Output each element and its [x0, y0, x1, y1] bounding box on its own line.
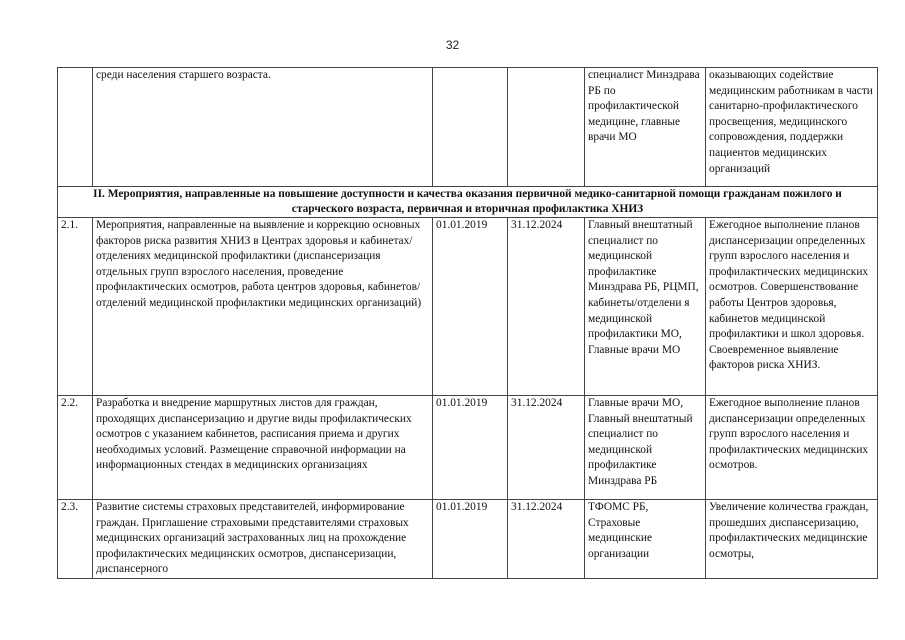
start-date: 01.01.2019 — [433, 218, 508, 396]
start-date: 01.01.2019 — [433, 396, 508, 500]
row-number — [58, 68, 93, 187]
responsible-cell: Главные врачи МО, Главный внештатный специалист по медицинской профилактике Минздрава РБ — [585, 396, 706, 500]
responsible-cell: специалист Минздрава РБ по профилактической медицине, главные врачи МО — [585, 68, 706, 187]
result-cell: Увеличение количества граждан, прошедших диспансеризацию, профилактических медицинские осмотры, — [706, 500, 878, 579]
responsible-cell: Главный внештатный специалист по медицинской профилактике Минздрава РБ, РЦМП, кабинеты/отделени я медицинской профилактики МО, Главные врачи МО — [585, 218, 706, 396]
result-cell: Ежегодное выполнение планов диспансеризации определенных групп взрослого населения и профилактических медицинских осмотров. Совершенствование работы Центров здоровья, кабинетов медицинской профилактики и школ здоровья. Своевременное выявление факторов риска ХНИЗ. — [706, 218, 878, 396]
row-number: 2.3. — [58, 500, 93, 579]
result-cell: Ежегодное выполнение планов диспансеризации определенных групп взрослого населения и профилактических медицинских осмотров. — [706, 396, 878, 500]
table-row — [58, 500, 878, 579]
measures-table — [57, 67, 878, 579]
end-date: 31.12.2024 — [508, 396, 585, 500]
table-row — [58, 218, 878, 396]
measure-text: Мероприятия, направленные на выявление и коррекцию основных факторов риска развития ХНИЗ в Центрах здоровья и кабинетах/отделениях медицинской профилактики (диспансеризация отдельных групп взрослого населения, проведение профилактических осмотров, работа центров здоровья, кабинетов/отделений медицинской профилактики медицинских организаций) — [93, 218, 433, 396]
end-date — [508, 68, 585, 187]
measure-text: Развитие системы страховых представителей, информирование граждан. Приглашение страховыми представителями страховых медицинских организаций застрахованных лиц на прохождение профилактических медицинских осмотров, диспансеризации, диспансерного — [93, 500, 433, 579]
result-cell: оказывающих содействие медицинским работникам в части санитарно-профилактического просвещения, медицинского сопровождения, поддержки пациентов медицинских организаций — [706, 68, 878, 187]
end-date: 31.12.2024 — [508, 500, 585, 579]
start-date: 01.01.2019 — [433, 500, 508, 579]
responsible-cell: ТФОМС РБ, Страховые медицинские организации — [585, 500, 706, 579]
measure-text: среди населения старшего возраста. — [93, 68, 433, 187]
section-header-row — [58, 187, 878, 218]
table-row — [58, 396, 878, 500]
measure-text: Разработка и внедрение маршрутных листов для граждан, проходящих диспансеризацию и другие виды профилактических осмотров с указанием кабинетов, расписания приема и других необходимых условий. Размещение справочной информации на информационных стендах в медицинских организациях — [93, 396, 433, 500]
page-number: 32 — [445, 38, 460, 52]
table-row — [58, 68, 878, 187]
row-number: 2.2. — [58, 396, 93, 500]
section-title: II. Мероприятия, направленные на повышение доступности и качества оказания первичной медико-санитарной помощи гражданам пожилого и старческого возраста, первичная и вторичная профилактика ХНИЗ — [58, 187, 878, 218]
start-date — [433, 68, 508, 187]
end-date: 31.12.2024 — [508, 218, 585, 396]
row-number: 2.1. — [58, 218, 93, 396]
